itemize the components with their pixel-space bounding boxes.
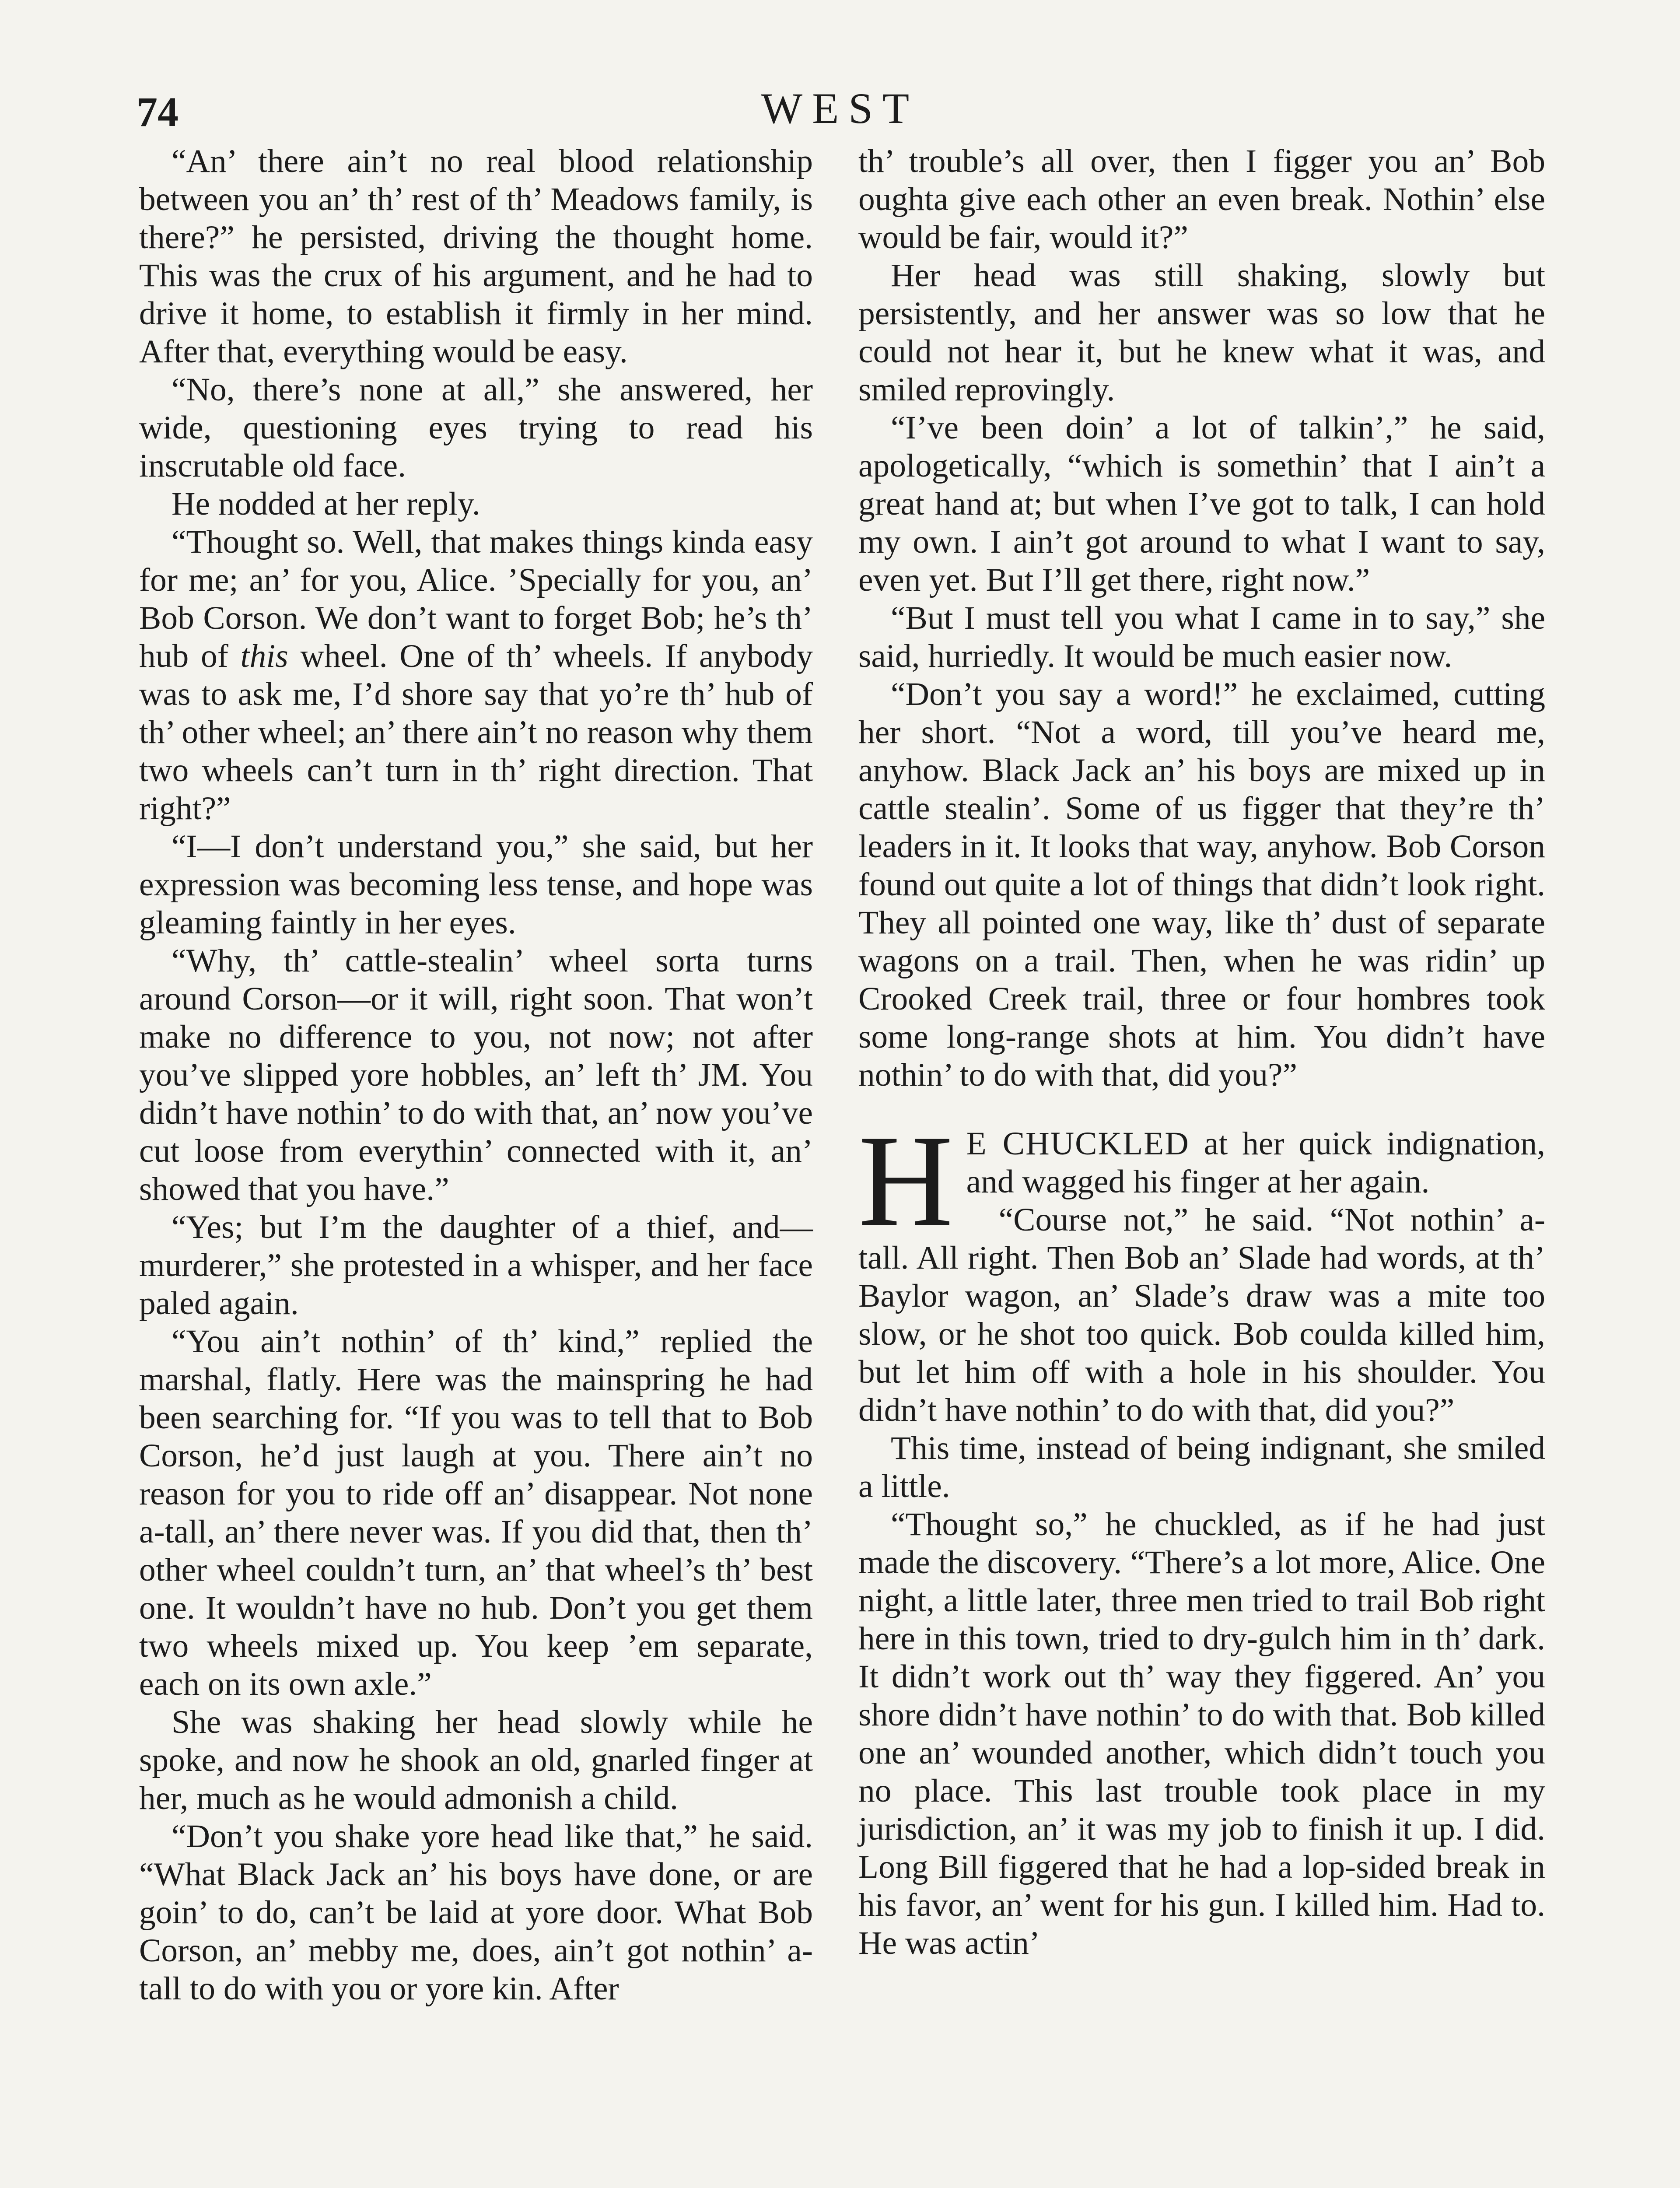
paragraph: [858, 1108, 1545, 1253]
paragraph: “Don’t you shake yore head like that,” he said. “What Black Jack an’ his boys have done, or are goin’ to do, can’t be laid at yore door. What Bob Corson, an’ mebby me, does, ain’t got nothin’ a-tall to do with you or yore kin. After: [139, 1818, 813, 2007]
page-header: [0, 0, 1680, 158]
text-run: at her quick indignation, and wagged his finger at her again.: [966, 1126, 1545, 1200]
paragraph: Her head was still shaking, slowly but persistently, and her answer was so low that he could not hear it, but he knew what it was, and smiled reprovingly.: [858, 257, 1545, 408]
left-column: [139, 142, 813, 2008]
paragraph: “You ain’t nothin’ of th’ kind,” replied the marshal, flatly. Here was the mainspring he had been searching for. “If you was to tell that to Bob Corson, he’d just laugh at you. There ain’t no reason for you to ride off an’ disappear. Not none a-tall, an’ there never was. If you did that, then th’ other wheel couldn’t turn, an’ that wheel’s th’ best one. It wouldn’t have no hub. Don’t you get them two wheels mixed up. You keep ’em separate, each on its own axle.”: [139, 1323, 813, 1702]
text-run: wheel. One of th’ wheels. If anybody was to ask me, I’d shore say that yo’re th’ hub of th’ other wheel; an’ there ain’t no reason why them two wheels can’t turn in th’ right direction. That right?”: [139, 638, 813, 827]
paragraph: “I’ve been doin’ a lot of talkin’,” he said, apologetically, “which is somethin’ that I ain’t a great hand at; but when I’ve got to talk, I can hold my own. I ain’t got around to what I want to say, even yet. But I’ll get there, right now.”: [858, 410, 1545, 598]
paragraph: This time, instead of being indignant, she smiled a little.: [858, 1430, 1545, 1504]
paragraph: He nodded at her reply.: [172, 486, 480, 522]
paragraph: “An’ there ain’t no real blood relationship between you an’ th’ rest of th’ Meadows family, is there?” he persisted, driving the thought home. This was the crux of his argument, and he had to drive it home, to establish it firmly in her mind. After that, everything would be easy.: [139, 143, 813, 370]
paragraph: “Don’t you say a word!” he exclaimed, cutting her short. “Not a word, till you’ve heard me, anyhow. Black Jack an’ his boys are mixed up in cattle stealin’. Some of us figger that they’re th’ leaders in it. It looks that way, anyhow. Bob Corson found out quite a lot of things that didn’t look right. They all pointed one way, like th’ dust of separate wagons on a trail. Then, when he was ridin’ up Crooked Creek trail, three or four hombres took some long-range shots at him. You didn’t have nothin’ to do with that, did you?”: [858, 676, 1545, 1093]
italic-word: this: [240, 638, 288, 674]
text-run: “Thought so. Well, that makes things kinda easy for me; an’ for you, Alice. ’Specially for you, an’ Bob Corson. We don’t want to forget Bob; he’s th’ hub of: [139, 524, 813, 674]
paragraph: “Yes; but I’m the daughter of a thief, and—murderer,” she protested in a whisper, and her face paled again.: [139, 1209, 813, 1322]
paragraph: “No, there’s none at all,” she answered, her wide, questioning eyes trying to read his inscrutable old face.: [139, 372, 813, 484]
paragraph: “Thought so,” he chuckled, as if he had just made the discovery. “There’s a lot more, Alice. One night, a little later, three men tried to trail Bob right here in this town, tried to dry-gulch him in th’ dark. It didn’t work out th’ way they figgered. An’ you shore didn’t have nothin’ to do with that. Bob killed one an’ wounded another, which didn’t touch you no place. This last trouble took place in my jurisdiction, an’ it was my job to finish it up. I did. Long Bill figgered that he had a lop-sided break in his favor, an’ went for his gun. I killed him. Had to. He was actin’: [858, 1506, 1545, 1961]
drop-cap: H: [858, 1108, 953, 1253]
page-number: 74: [136, 88, 178, 135]
paragraph: “But I must tell you what I came in to say,” she said, hurriedly. It would be much easier now.: [858, 600, 1545, 674]
paragraph: “I—I don’t understand you,” she said, but her expression was becoming less tense, and hope was gleaming faintly in her eyes.: [139, 828, 813, 941]
paragraph: “Why, th’ cattle-stealin’ wheel sorta turns around Corson—or it will, right soon. That won’t make no difference to you, not now; not after you’ve slipped yore hobbles, an’ left th’ JM. You didn’t have nothin’ to do with that, an’ now you’ve cut loose from everythin’ connected with it, an’ showed that you have.”: [139, 943, 813, 1207]
section-opening: [858, 1108, 1545, 1253]
right-column: [858, 142, 1545, 1962]
paragraph: She was shaking her head slowly while he spoke, and now he shook an old, gnarled finger at her, much as he would admonish a child.: [139, 1704, 813, 1816]
running-head: WEST: [761, 84, 919, 133]
paragraph: [139, 523, 813, 828]
paragraph: th’ trouble’s all over, then I figger you an’ Bob oughta give each other an even break. Nothin’ else would be fair, would it?”: [858, 143, 1545, 256]
lead-in: E CHUCKLED: [966, 1126, 1190, 1162]
paragraph: “Course not,” he said. “Not nothin’ a-tall. All right. Then Bob an’ Slade had words, at th’ Baylor wagon, an’ Slade’s draw was a mite too slow, or he shot too quick. Bob coulda killed him, but let him off with a hole in his shoulder. You didn’t have nothin’ to do with that, did you?”: [858, 1202, 1545, 1428]
